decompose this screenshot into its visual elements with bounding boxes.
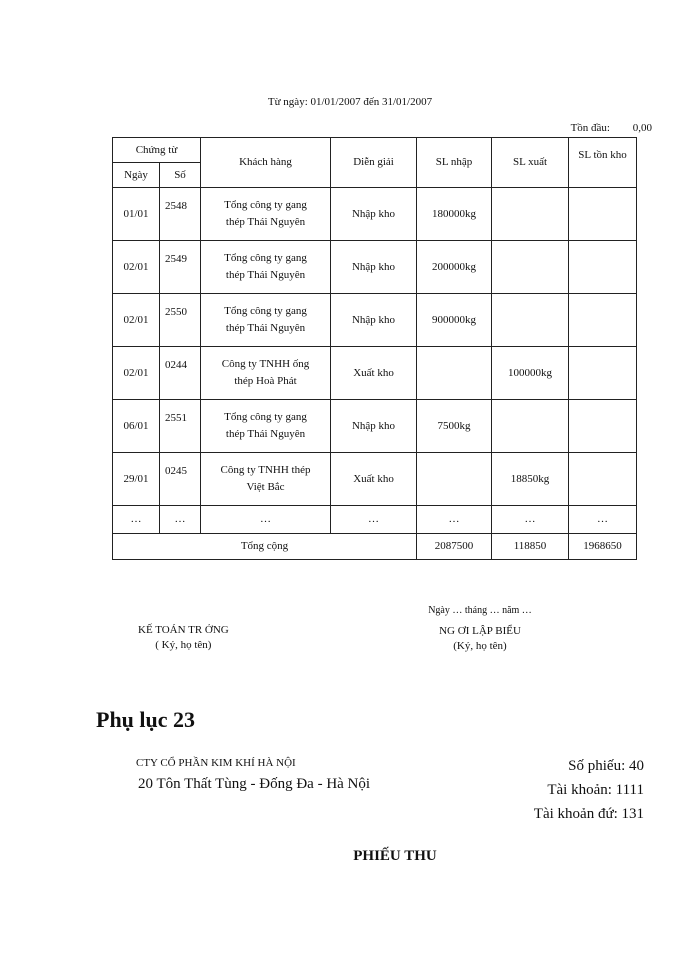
col-header-customer: Khách hàng	[201, 138, 331, 188]
company-address: 20 Tôn Thất Tùng - Đống Đa - Hà Nội	[138, 776, 371, 792]
ellipsis-cell: …	[160, 506, 201, 534]
customer-line-1: Tổng công ty gang	[224, 305, 307, 317]
total-label: Tổng cộng	[113, 534, 417, 560]
opening-balance	[571, 122, 652, 134]
opening-balance-value: 0,00	[632, 122, 652, 134]
col-header-voucher: Chứng từ	[113, 138, 201, 163]
cell-qty-stock	[569, 400, 637, 453]
inventory-ledger-table	[112, 137, 637, 560]
cell-qty-out: 18850kg	[492, 453, 569, 506]
cell-qty-out	[492, 188, 569, 241]
ellipsis-cell: …	[331, 506, 417, 534]
table-row	[113, 188, 637, 241]
cell-date: 06/01	[113, 400, 160, 453]
table-row	[113, 347, 637, 400]
cell-date: 02/01	[113, 347, 160, 400]
col-header-qty-stock: SL tồn kho	[569, 138, 637, 188]
ellipsis-cell: …	[201, 506, 331, 534]
cell-number: 2548	[160, 188, 201, 241]
customer-line-1: Công ty TNHH thép	[220, 464, 311, 476]
customer-line-2: thép Thái Nguyên	[225, 428, 306, 440]
ellipsis-row	[113, 506, 637, 534]
cell-number: 2550	[160, 294, 201, 347]
cell-qty-stock	[569, 294, 637, 347]
voucher-number: Số phiếu: 40	[568, 758, 644, 774]
total-qty-in: 2087500	[417, 534, 492, 560]
customer-line-1: Tổng công ty gang	[224, 252, 307, 264]
cell-qty-stock	[569, 241, 637, 294]
cell-qty-in	[417, 347, 492, 400]
cell-description: Nhập kho	[331, 241, 417, 294]
total-qty-out: 118850	[492, 534, 569, 560]
cell-customer	[201, 241, 331, 294]
ellipsis-cell: …	[569, 506, 637, 534]
cell-number: 0245	[160, 453, 201, 506]
appendix-heading: Phụ lục 23	[96, 707, 196, 732]
table-row	[113, 241, 637, 294]
opening-balance-label: Tồn đầu:	[570, 122, 610, 134]
company-name: CTY CỔ PHẦN KIM KHÍ HÀ NỘI	[136, 757, 296, 769]
debit-account: Tài khoản: 1111	[547, 782, 644, 798]
customer-line-2: thép Hoà Phát	[234, 375, 297, 387]
cell-description: Nhập kho	[331, 294, 417, 347]
report-period: Từ ngày: 01/01/2007 đến 31/01/2007	[267, 96, 433, 108]
voucher-info	[534, 754, 644, 826]
customer-line-1: Tổng công ty gang	[224, 199, 307, 211]
total-row	[113, 534, 637, 560]
cell-qty-stock	[569, 188, 637, 241]
cell-qty-out	[492, 400, 569, 453]
ellipsis-cell: …	[113, 506, 160, 534]
chief-accountant-signature	[138, 623, 229, 653]
receipt-title: PHIẾU THU	[353, 848, 437, 864]
cell-customer	[201, 400, 331, 453]
cell-qty-in: 200000kg	[417, 241, 492, 294]
cell-qty-out	[492, 241, 569, 294]
table-row	[113, 400, 637, 453]
preparer-signature	[410, 603, 550, 654]
chief-accountant-note: ( Ký, họ tên)	[155, 639, 212, 651]
chief-accountant-title: KẾ TOÁN TR ỞNG	[138, 624, 229, 636]
table-row	[113, 294, 637, 347]
customer-line-2: thép Thái Nguyên	[225, 269, 306, 281]
cell-qty-in: 7500kg	[417, 400, 492, 453]
cell-date: 02/01	[113, 294, 160, 347]
cell-qty-out	[492, 294, 569, 347]
cell-number: 2551	[160, 400, 201, 453]
col-header-description: Diễn giải	[331, 138, 417, 188]
preparer-note: (Ký, họ tên)	[453, 640, 507, 652]
cell-date: 01/01	[113, 188, 160, 241]
cell-number: 2549	[160, 241, 201, 294]
col-header-qty-in: SL nhập	[417, 138, 492, 188]
cell-description: Xuất kho	[331, 453, 417, 506]
cell-date: 02/01	[113, 241, 160, 294]
cell-qty-stock	[569, 347, 637, 400]
credit-account: Tài khoản đứ: 131	[533, 806, 644, 822]
cell-customer	[201, 453, 331, 506]
cell-qty-stock	[569, 453, 637, 506]
cell-description: Nhập kho	[331, 188, 417, 241]
customer-line-1: Công ty TNHH ống	[221, 358, 310, 370]
customer-line-2: Việt Bắc	[246, 481, 285, 493]
col-header-qty-out: SL xuất	[492, 138, 569, 188]
total-qty-stock: 1968650	[569, 534, 637, 560]
table-row	[113, 453, 637, 506]
cell-qty-in: 900000kg	[417, 294, 492, 347]
cell-customer	[201, 188, 331, 241]
cell-qty-in: 180000kg	[417, 188, 492, 241]
cell-date: 29/01	[113, 453, 160, 506]
customer-line-2: thép Thái Nguyên	[225, 216, 306, 228]
preparer-title: NG ƠI LẬP BIỂU	[439, 625, 521, 637]
cell-qty-out: 100000kg	[492, 347, 569, 400]
cell-description: Nhập kho	[331, 400, 417, 453]
cell-description: Xuất kho	[331, 347, 417, 400]
signature-date-line: Ngày … tháng … năm …	[428, 605, 532, 616]
table-header-row	[113, 138, 637, 163]
cell-customer	[201, 347, 331, 400]
cell-number: 0244	[160, 347, 201, 400]
customer-line-2: thép Thái Nguyên	[225, 322, 306, 334]
cell-qty-in	[417, 453, 492, 506]
ellipsis-cell: …	[492, 506, 569, 534]
col-header-date: Ngày	[113, 163, 160, 188]
customer-line-1: Tổng công ty gang	[224, 411, 307, 423]
ellipsis-cell: …	[417, 506, 492, 534]
cell-customer	[201, 294, 331, 347]
col-header-number: Số	[160, 163, 201, 188]
